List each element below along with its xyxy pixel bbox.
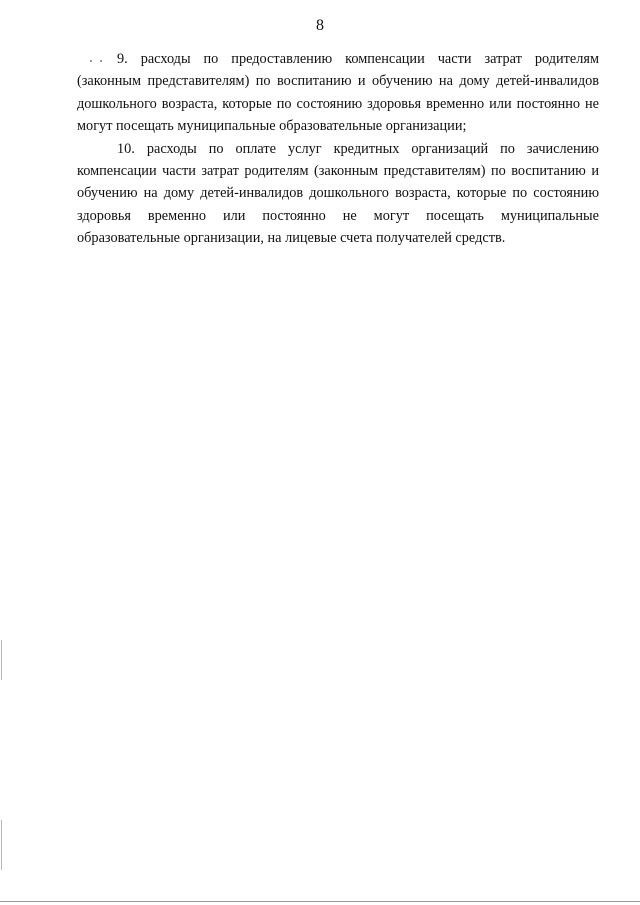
scan-bottom-edge	[0, 901, 640, 902]
paragraph-item-10: 10. расходы по оплате услуг кредитных организаций по зачислению компенсации части затрат родителям (законным представителям) по воспитанию и обучению на дому детей-инвалидов дошкольного возраста, которые по состоянию здоровья временно или постоянно не могут посещать муниципальные образовательные организации, на лицевые счета получателей средств.	[77, 140, 599, 247]
page-number: 8	[316, 17, 324, 34]
scan-edge-mark	[1, 640, 2, 680]
document-body	[77, 48, 599, 250]
paragraph-item-9: 9. расходы по предоставлению компенсации части затрат родителям (законным представителям) по воспитанию и обучению на дому детей-инвалидов дошкольного возраста, которые по состоянию здоровья временно или постоянно не могут посещать муниципальные образовательные организации;	[77, 51, 599, 135]
scan-edge-mark	[1, 820, 2, 870]
